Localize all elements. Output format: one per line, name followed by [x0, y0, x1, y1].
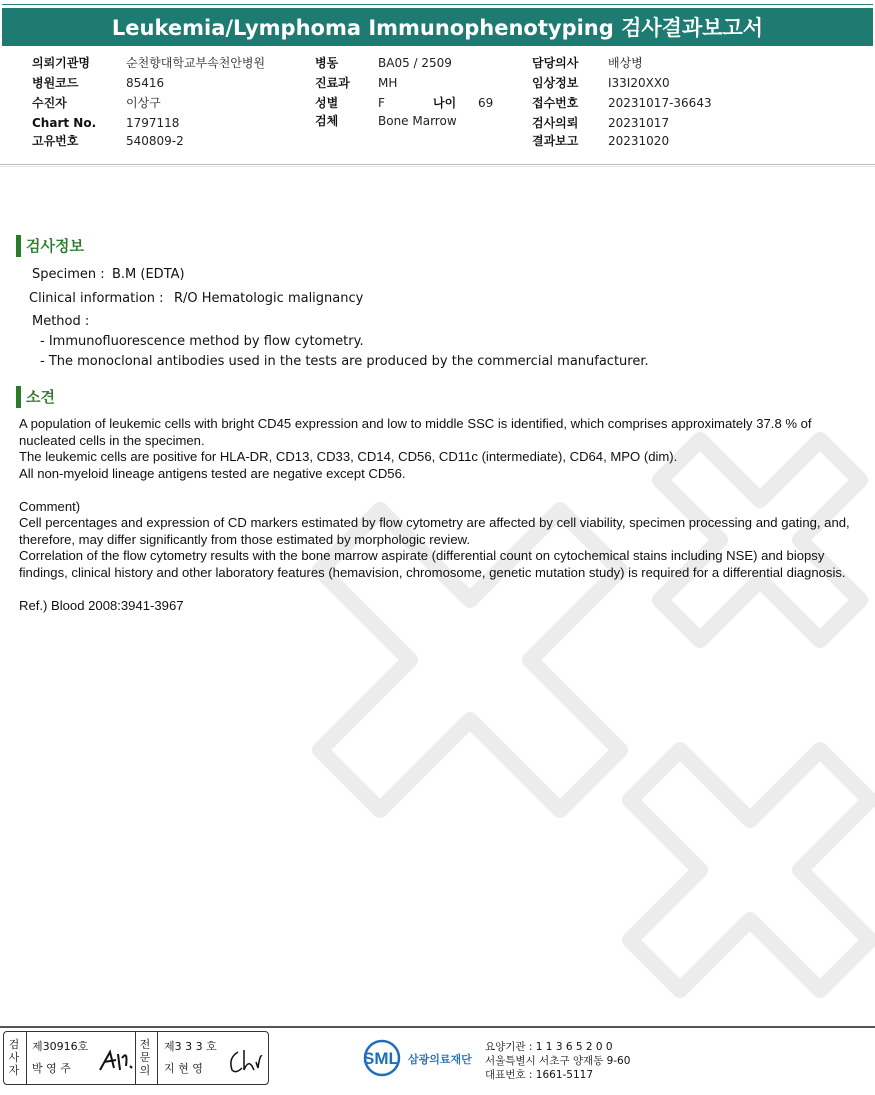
info-chart-no-value: 1797118 — [126, 116, 180, 130]
info-requesting-hospital-value: 순천향대학교부속천안병원 — [126, 56, 266, 70]
info-request-date: 검사의뢰 — [532, 116, 579, 130]
info-report-date: 결과보고 — [532, 134, 579, 148]
finding-paragraph: The leukemic cells are positive for HLA-DR, CD13, CD33, CD14, CD56, CD11c (intermediate), CD64, MPO (dim). — [19, 449, 678, 464]
info-sex: 성별 — [315, 96, 339, 110]
section-title-test-info: 검사정보 — [16, 235, 84, 257]
clinical-info-label: Clinical information : — [29, 291, 164, 306]
signature-separator — [157, 1032, 158, 1084]
method-label: Method : — [32, 314, 90, 329]
examiner-signature — [96, 1046, 136, 1076]
examiner-license: 제30916호 — [32, 1040, 89, 1053]
examiner-label: 검 사 자 — [8, 1038, 20, 1077]
header-divider-shadow — [0, 166, 875, 167]
clinical-info-value: R/O Hematologic malignancy — [174, 291, 364, 306]
method-item: - The monoclonal antibodies used in the tests are produced by the commercial manufacturer. — [40, 354, 649, 369]
comment-label: Comment) — [19, 498, 81, 514]
signature-separator — [135, 1032, 136, 1084]
lab-phone: 대표번호 : 1661-5117 — [485, 1069, 594, 1081]
info-age: 나이 — [433, 96, 457, 110]
specialist-name: 지 현 영 — [164, 1062, 203, 1075]
specimen-value: B.M (EDTA) — [112, 267, 185, 282]
info-doctor-value: 배상병 — [608, 56, 643, 70]
info-hospital-code: 병원코드 — [32, 76, 79, 90]
info-clinical: 임상정보 — [532, 76, 579, 90]
info-ward: 병동 — [315, 56, 339, 70]
method-item: - Immunofluorescence method by flow cytometry. — [40, 334, 364, 349]
section-title-findings: 소견 — [16, 386, 55, 408]
report-title: Leukemia/Lymphoma Immunophenotyping 검사결과보고서 — [2, 8, 873, 46]
info-chart-no: Chart No. — [32, 116, 97, 130]
header-top-rule — [2, 4, 873, 5]
info-department: 진료과 — [315, 76, 350, 90]
header-divider — [0, 164, 875, 165]
specimen-label: Specimen : — [32, 267, 105, 282]
sml-logo — [362, 1038, 482, 1078]
info-specimen: 검체 — [315, 114, 339, 128]
footer-rule — [0, 1026, 875, 1028]
signature-box — [3, 1031, 269, 1085]
specialist-license: 제3 3 3 호 — [164, 1040, 217, 1053]
info-clinical-value: I33I20XX0 — [608, 76, 670, 90]
comment-paragraph: Cell percentages and expression of CD markers estimated by flow cytometry are affected by cell viability, specimen processing and gating, and, therefore, may differ significantly from those estimated by morphologic review. — [19, 515, 850, 547]
info-unique-no-value: 540809-2 — [126, 134, 184, 148]
info-requesting-hospital: 의뢰기관명 — [32, 56, 90, 70]
finding-paragraph: A population of leukemic cells with bright CD45 expression and low to middle SSC is identified, which comprises approximately 37.8 % of nucleated cells in the specimen. — [19, 416, 812, 448]
findings-body — [19, 416, 859, 614]
info-report-date-value: 20231020 — [608, 134, 670, 148]
info-unique-no: 고유번호 — [32, 134, 79, 148]
info-patient: 수진자 — [32, 96, 67, 110]
reference: Ref.) Blood 2008:3941-3967 — [19, 597, 184, 613]
lab-address: 서울특별시 서초구 양재동 9-60 — [485, 1055, 631, 1067]
info-specimen-value: Bone Marrow — [378, 114, 457, 128]
info-department-value: MH — [378, 76, 398, 90]
specialist-signature — [224, 1044, 264, 1076]
info-patient-value: 이상구 — [126, 96, 161, 110]
info-age-value: 69 — [478, 96, 494, 110]
info-hospital-code-value: 85416 — [126, 76, 165, 90]
finding-paragraph: All non-myeloid lineage antigens tested are negative except CD56. — [19, 465, 406, 481]
lab-code: 요양기관 : 1 1 3 6 5 2 0 0 — [485, 1041, 613, 1053]
examiner-name: 박 영 주 — [32, 1062, 71, 1075]
info-receipt-no-value: 20231017-36643 — [608, 96, 712, 110]
info-doctor: 담당의사 — [532, 56, 579, 70]
info-ward-value: BA05 / 2509 — [378, 56, 452, 70]
specialist-label: 전 문 의 — [139, 1038, 151, 1077]
info-sex-value: F — [378, 96, 385, 110]
lab-name: 삼광의료재단 — [408, 1053, 472, 1066]
lab-info — [485, 1040, 630, 1082]
info-request-date-value: 20231017 — [608, 116, 670, 130]
info-receipt-no: 접수번호 — [532, 96, 579, 110]
sml-logo-text: SML — [363, 1049, 399, 1068]
signature-separator — [26, 1032, 27, 1084]
comment-paragraph: Correlation of the flow cytometry results with the bone marrow aspirate (differential count on cytochemical stains including NSE) and biopsy findings, clinical history and other laboratory features (hemavision, chromosome, genetic mutation study) is required for a differential diagnosis. — [19, 548, 846, 580]
